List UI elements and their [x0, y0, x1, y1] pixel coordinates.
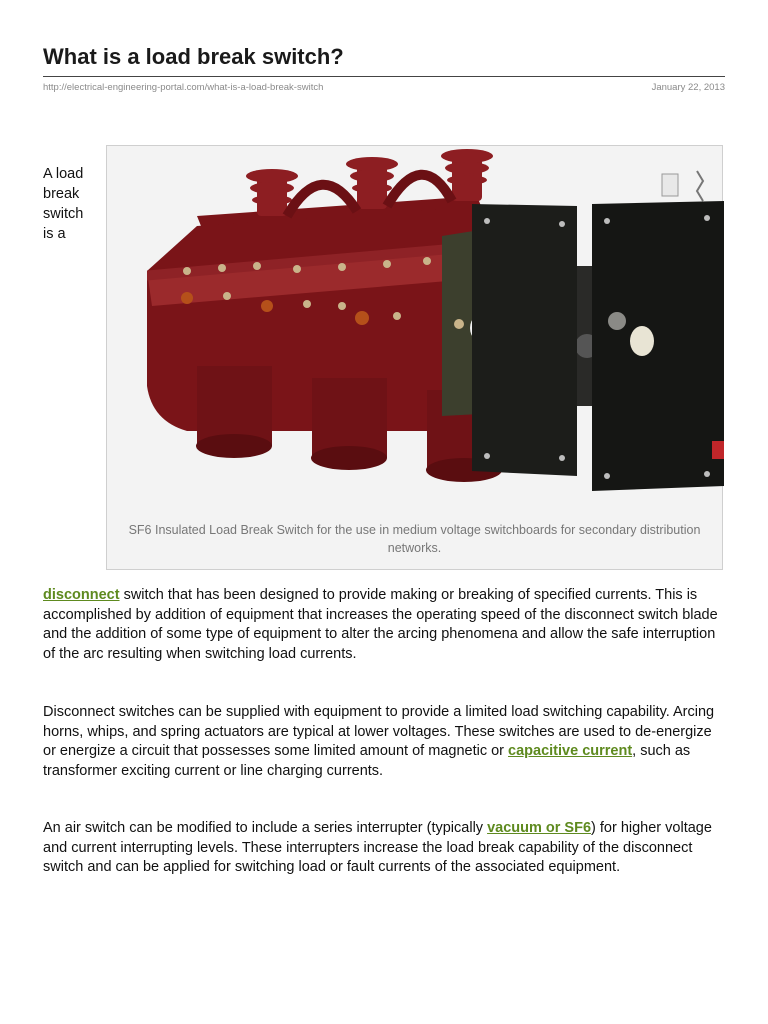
- paragraph-2-after: , such as transformer exciting current or line charging currents.: [43, 743, 691, 779]
- page-title: What is a load break switch?: [43, 44, 344, 69]
- link-vacuum-or-sf6[interactable]: vacuum or SF6: [487, 820, 592, 836]
- intro-line: switch: [43, 206, 84, 222]
- paragraph-3: [43, 819, 727, 878]
- figure-caption: SF6 Insulated Load Break Switch for the use in medium voltage switchboards for secondary distribution networks.: [128, 523, 701, 555]
- link-disconnect[interactable]: disconnect: [43, 587, 120, 603]
- paragraph-2: [43, 703, 727, 781]
- title-divider: [43, 76, 725, 77]
- link-capacitive-current[interactable]: capacitive current: [508, 743, 633, 760]
- paragraph-3-before: An air switch can be modified to include a series interrupter (typically: [43, 820, 488, 836]
- intro-line: is a: [43, 226, 66, 242]
- figure: [106, 145, 723, 570]
- intro-line: break: [43, 186, 80, 202]
- source-url: http://electrical-engineering-portal.com/what-is-a-load-break-switch: [43, 82, 324, 93]
- intro-text: [43, 164, 99, 244]
- paragraph-2-before: Disconnect switches can be supplied with equipment to provide a limited load switching capability. Arcing horns, whips, and spring actuators are typical at lower voltages. These switches are used to de-energize or energize a circuit that possesses some limited amount of magnetic or: [43, 704, 715, 760]
- paragraph-1: [43, 586, 727, 664]
- publish-date: January 22, 2013: [651, 82, 725, 93]
- load-break-switch-image: [107, 146, 724, 571]
- paragraph-3-after: ) for higher voltage and current interrupting levels. These interrupters increase the load break capability of the disconnect switch and can be applied for switching load or fault currents of the associated equipment.: [43, 820, 712, 876]
- intro-line: A load: [43, 166, 84, 182]
- paragraph-1-text: switch that has been designed to provide making or breaking of specified currents. This is accomplished by addition of equipment that increases the operating speed of the disconnect switch blade and the addition of some type of equipment to alter the arcing phenomena and allow the safe interruption of the arc resulting when switching load currents.: [43, 587, 718, 662]
